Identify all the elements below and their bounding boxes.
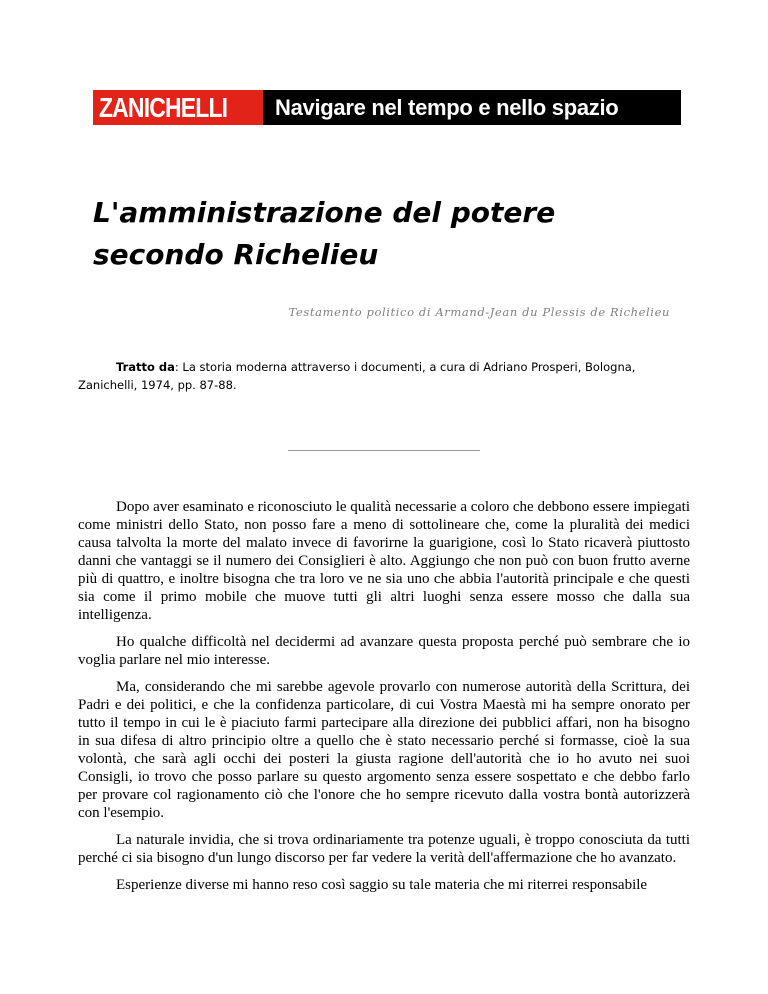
- source-label: Tratto da: [116, 360, 175, 374]
- paragraph-4: La naturale invidia, che si trova ordinariamente tra potenze uguali, è troppo conosciuta da tutti perché ci sia bisogno d'un lungo discorso per far vedere la verità dell'affermazione che ho avanzato.: [78, 832, 690, 866]
- document-body: [78, 498, 690, 903]
- paragraph-1: Dopo aver esaminato e riconosciuto le qualità necessarie a coloro che debbono essere impiegati come ministri dello Stato, non posso fare a meno di sottolineare che, come la pluralità dei medici causa talvolta la morte del malato invece di favorirne la guarigione, così lo Stato ricaverà piuttosto danni che vantaggi se il numero dei Consiglieri è alto. Aggiungo che non può con buon frutto averne più di quattro, e inoltre bisogna che tra loro ve ne sia uno che abbia l'autorità principale e che questi sia come il primo mobile che muove tutti gli altri luoghi senza essere mosso che dalla sua intelligenza.: [78, 499, 690, 623]
- brand-name: ZANICHELLI: [93, 90, 233, 125]
- title-line-2: secondo Richelieu: [93, 238, 379, 271]
- document-subtitle: Testamento politico di Armand-Jean du Plessis de Richelieu: [288, 305, 670, 319]
- section-divider: [288, 450, 480, 451]
- source-text: : La storia moderna attraverso i documenti, a cura di Adriano Prosperi, Bologna, Zanichelli, 1974, pp. 87-88.: [78, 360, 636, 392]
- paragraph-2: Ho qualche difficoltà nel decidermi ad avanzare questa proposta perché può sembrare che io voglia parlare nel mio interesse.: [78, 634, 690, 668]
- paragraph-3: Ma, considerando che mi sarebbe agevole provarlo con numerose autorità della Scrittura, dei Padri e dei politici, e che la confidenza particolare, di cui Vostra Maestà mi ha sempre onorato per tutto il tempo in cui le è piaciuto farmi partecipare alla direzione dei pubblici affari, non ha bisogno in sua difesa di altro principio oltre a quello che è stato necessario perché si formasse, cioè la sua volontà, che sarà agli occhi dei posteri la giusta ragione dell'autorità che io ho avuto nei suoi Consigli, io trovo che posso parlare su questo argomento senza essere sospettato e che debbo farlo per provare col ragionamento ciò che l'onore che ho sempre ricevuto dalla vostra bontà autorizzerà con l'esempio.: [78, 679, 690, 821]
- title-line-1: L'amministrazione del potere: [93, 196, 556, 229]
- banner-tagline: Navigare nel tempo e nello spazio: [275, 94, 619, 120]
- document-title: [93, 192, 693, 276]
- publisher-banner: [93, 90, 681, 125]
- source-citation: [78, 358, 690, 394]
- brand-logo: [93, 90, 263, 125]
- paragraph-5: Esperienze diverse mi hanno reso così saggio su tale materia che mi riterrei responsabile: [116, 877, 648, 893]
